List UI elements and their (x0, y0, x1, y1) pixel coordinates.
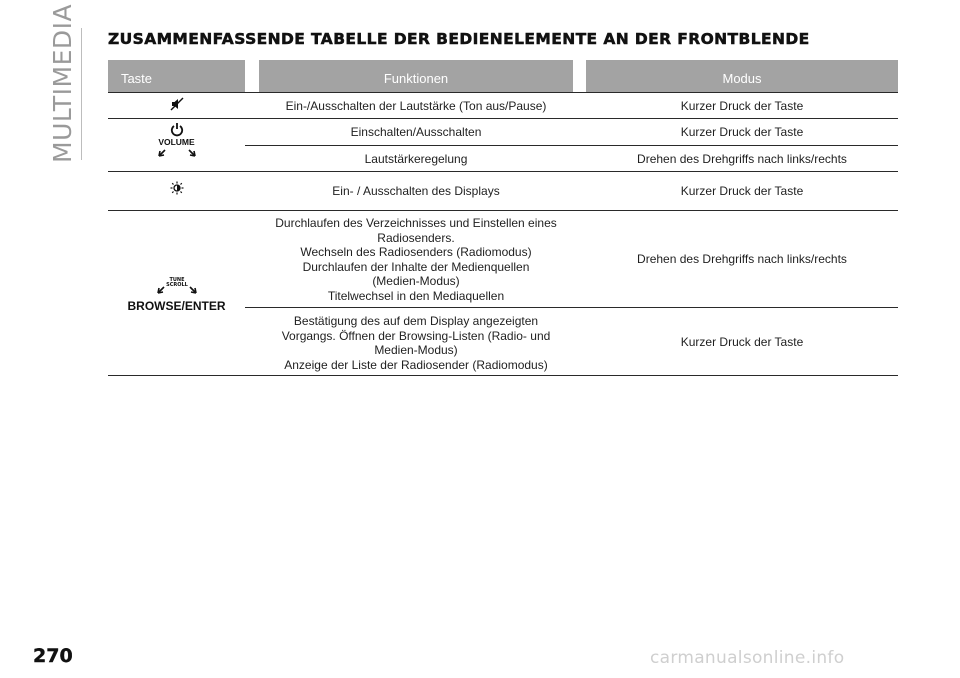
row6-mode: Kurzer Druck der Taste (680, 335, 804, 349)
row6-line: Anzeige der Liste der Radiosender (Radiomodus) (284, 357, 548, 372)
key-mute (108, 97, 245, 111)
knob-text-tune: TUNE (168, 277, 185, 283)
browse-enter-label: BROWSE/ENTER (127, 299, 226, 313)
row3-rule (108, 171, 898, 172)
knob-arrows-icon (157, 147, 197, 157)
row5-rule (245, 307, 898, 308)
row5-line: (Medien-Modus) (372, 274, 460, 288)
volume-label: VOLUME (158, 137, 195, 147)
side-divider (81, 28, 82, 160)
page-number: 270 (33, 645, 73, 667)
header-taste (108, 60, 245, 93)
row6-function (259, 314, 573, 372)
table-bottom-rule (108, 375, 898, 376)
row3-function: Lautstärkeregelung (364, 152, 468, 166)
header-modus-label: Modus (722, 71, 762, 86)
display-brightness-icon (170, 181, 184, 195)
section-label: MULTIMEDIA (48, 3, 77, 163)
page-title: ZUSAMMENFASSENDE TABELLE DER BEDIENELEMENTE AN DER FRONTBLENDE (108, 30, 810, 48)
row2-mode: Kurzer Druck der Taste (680, 125, 804, 139)
row4-rule (108, 210, 898, 211)
row2-function: Einschalten/Ausschalten (350, 125, 482, 139)
mute-speaker-icon (170, 97, 184, 111)
row4-function: Ein- / Ausschalten des Displays (332, 184, 500, 198)
header-funktionen (259, 60, 573, 93)
watermark: carmanualsonline.info (650, 648, 845, 668)
tune-scroll-knob-icon (155, 275, 199, 295)
header-rule (108, 92, 898, 93)
header-modus (586, 60, 898, 93)
row1-rule (108, 118, 898, 119)
row1-function: Ein-/Ausschalten der Lautstärke (Ton aus/Pause) (285, 99, 547, 113)
row5-line: Durchlaufen der Inhalte der Medienquellen (302, 259, 530, 274)
row5-line: Titelwechsel in den Mediaquellen (327, 288, 505, 303)
key-volume (108, 122, 245, 157)
header-funktionen-label: Funktionen (383, 71, 449, 86)
knob-text-scroll: SCROLL (165, 282, 188, 288)
row5-mode: Drehen des Drehgriffs nach links/rechts (637, 252, 847, 266)
row2-rule (245, 145, 898, 146)
key-display (108, 181, 245, 195)
row6-line: Vorgangs. Öffnen der Browsing-Listen (Radio- und (281, 328, 551, 343)
header-taste-label: Taste (120, 71, 153, 86)
key-browse-enter (108, 275, 245, 314)
row5-line: Durchlaufen des Verzeichnisses und Einstellen eines (275, 216, 557, 230)
power-icon (170, 122, 184, 137)
row3-mode: Drehen des Drehgriffs nach links/rechts (637, 152, 847, 166)
row5-function (259, 216, 573, 303)
row6-line: Bestätigung des auf dem Display angezeigten (293, 314, 539, 328)
row6-line: Medien-Modus) (374, 343, 458, 357)
row5-line: Radiosenders. (377, 230, 455, 245)
row4-mode: Kurzer Druck der Taste (680, 184, 804, 198)
row5-line: Wechseln des Radiosenders (Radiomodus) (300, 245, 532, 259)
row1-mode: Kurzer Druck der Taste (680, 99, 804, 113)
